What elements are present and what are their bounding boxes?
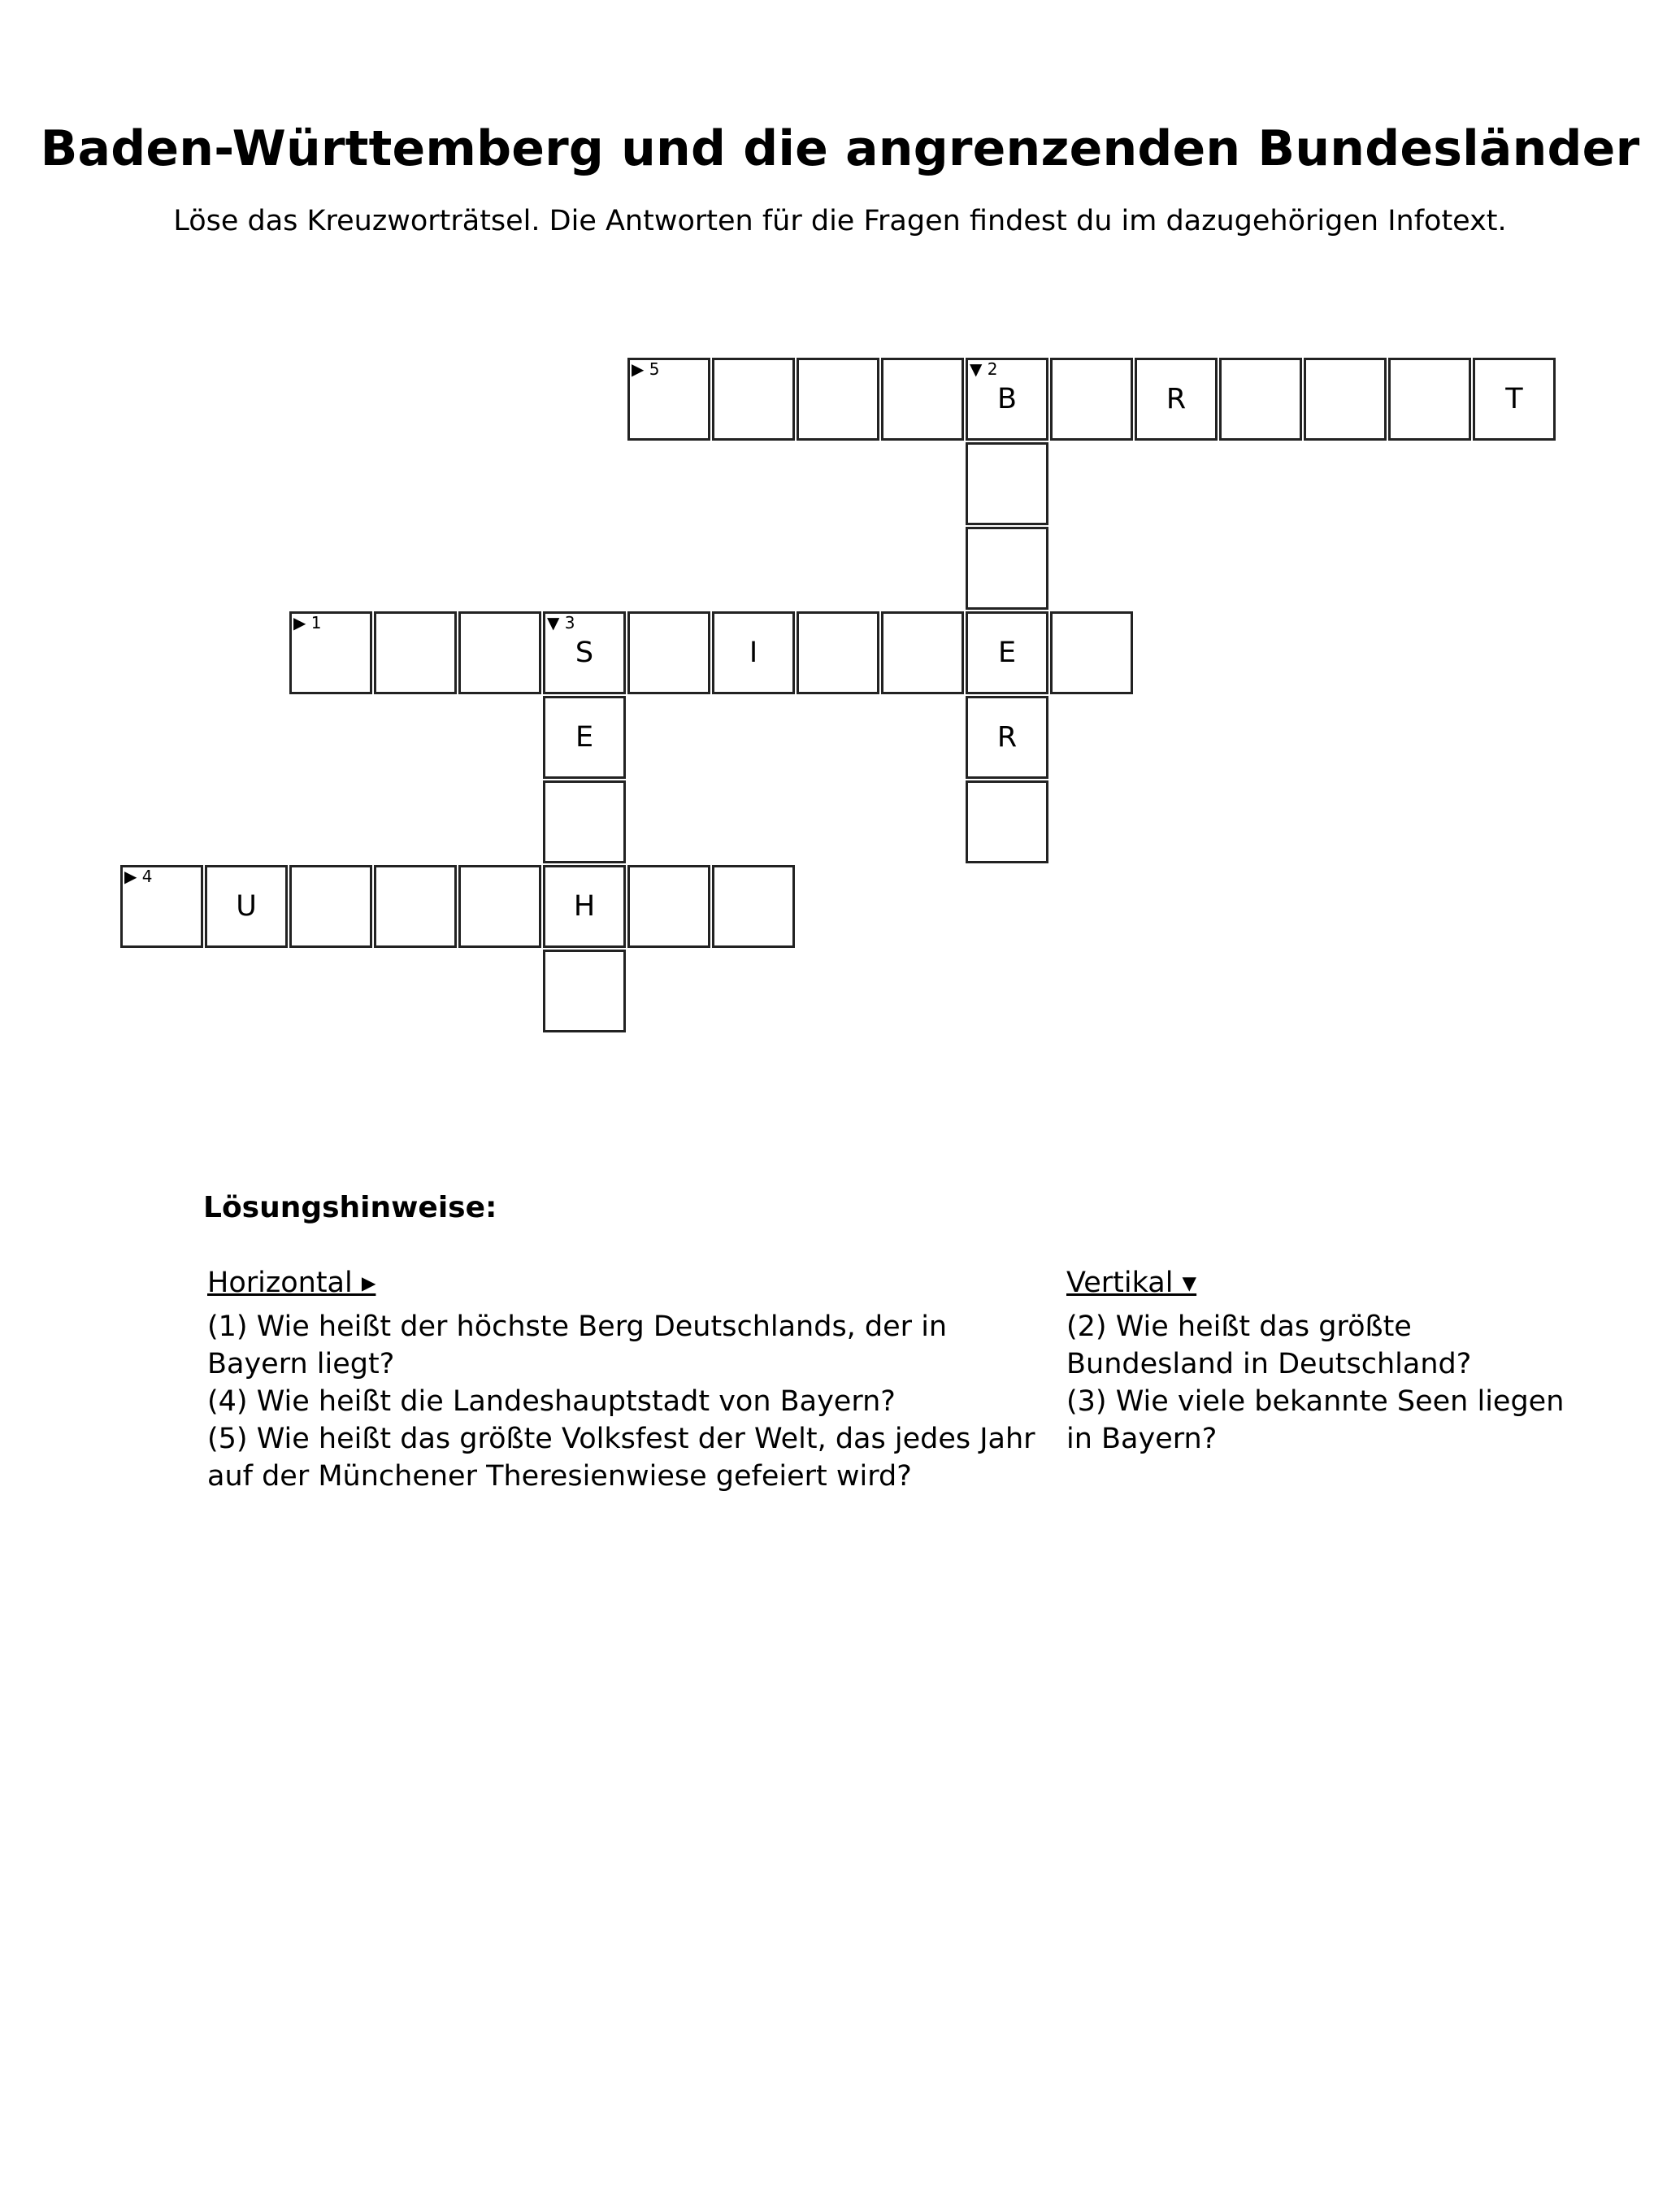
crossword-cell[interactable] <box>797 358 879 441</box>
cell-letter: R <box>996 721 1018 754</box>
cell-letter: B <box>996 383 1017 415</box>
crossword-cell[interactable] <box>1473 358 1556 441</box>
clue-horizontal-5: (5) Wie heißt das größte Volksfest der Welt, das jedes Jahr auf der Münchener Theresienwiese gefeiert wird? <box>207 1423 1035 1493</box>
crossword-cell[interactable] <box>627 865 710 948</box>
crossword-cell[interactable] <box>712 865 795 948</box>
page-title: Baden-Württemberg und die angrenzenden Bundesländer <box>40 120 1640 177</box>
crossword-cell[interactable] <box>1050 611 1133 694</box>
crossword-cell[interactable] <box>712 358 795 441</box>
cell-letter: T <box>1505 383 1523 415</box>
cell-letter <box>1053 614 1131 692</box>
clue-number-marker: ▼ 2 <box>970 359 998 379</box>
crossword-cell[interactable] <box>966 442 1048 525</box>
crossword-cell[interactable] <box>1219 358 1302 441</box>
cell-letter: I <box>749 637 758 669</box>
horizontal-heading: Horizontal ▸ <box>207 1267 376 1299</box>
cell-letter <box>1391 360 1469 438</box>
crossword-cell[interactable] <box>881 358 964 441</box>
instructions: Löse das Kreuzworträtsel. Die Antworten für die Fragen findest du im dazugehörigen Infotext. <box>173 205 1507 237</box>
crossword-cell[interactable] <box>627 611 710 694</box>
crossword-cell[interactable] <box>543 696 626 779</box>
cell-letter: R <box>1166 383 1187 415</box>
cell-letter <box>968 445 1046 523</box>
crossword-cell[interactable] <box>966 696 1048 779</box>
cell-letter <box>968 529 1046 607</box>
crossword-cell[interactable] <box>881 611 964 694</box>
crossword-cell[interactable] <box>289 865 372 948</box>
clue-number-marker: ▶ 1 <box>293 613 322 632</box>
cell-letter <box>799 614 877 692</box>
crossword-cell[interactable] <box>712 611 795 694</box>
crossword-cell[interactable] <box>374 865 457 948</box>
vertical-heading: Vertikal ▾ <box>1066 1267 1197 1299</box>
crossword-cell[interactable] <box>797 611 879 694</box>
cell-letter <box>630 360 708 438</box>
cell-letter: E <box>997 637 1017 669</box>
cell-letter <box>1306 360 1384 438</box>
crossword-cell[interactable] <box>1388 358 1471 441</box>
crossword-grid <box>0 0 1680 1057</box>
crossword-cell[interactable] <box>1135 358 1218 441</box>
clue-vertical-3: (3) Wie viele bekannte Seen liegen in Bayern? <box>1066 1385 1565 1455</box>
cell-letter: H <box>573 890 596 923</box>
crossword-cell[interactable] <box>543 780 626 863</box>
crossword-cell[interactable] <box>627 358 710 441</box>
crossword-cell[interactable] <box>289 611 372 694</box>
crossword-cell[interactable] <box>374 611 457 694</box>
crossword-cell[interactable] <box>120 865 203 948</box>
crossword-cell[interactable] <box>966 358 1048 441</box>
clue-number-marker: ▼ 3 <box>547 613 575 632</box>
cell-letter: U <box>236 890 257 923</box>
hints-heading: Lösungshinweise: <box>203 1191 497 1224</box>
cell-letter <box>461 867 539 945</box>
crossword-cell[interactable] <box>458 865 541 948</box>
cell-letter <box>714 867 792 945</box>
crossword-cell[interactable] <box>966 611 1048 694</box>
cell-letter <box>1053 360 1131 438</box>
cell-letter <box>545 783 623 861</box>
cell-letter <box>1222 360 1300 438</box>
clue-horizontal-1: (1) Wie heißt der höchste Berg Deutschlands, der in Bayern liegt? <box>207 1310 948 1380</box>
crossword-cell[interactable] <box>1050 358 1133 441</box>
cell-letter <box>630 614 708 692</box>
vertical-clues <box>1066 1264 1587 1458</box>
horizontal-clues <box>207 1264 1053 1495</box>
crossword-cell[interactable] <box>966 527 1048 610</box>
crossword-cell[interactable] <box>205 865 288 948</box>
cell-letter <box>968 783 1046 861</box>
cell-letter: E <box>575 721 594 754</box>
cell-letter <box>714 360 792 438</box>
clue-number-marker: ▶ 4 <box>124 867 153 886</box>
cell-letter: S <box>575 637 594 669</box>
cell-letter <box>799 360 877 438</box>
cell-letter <box>545 952 623 1030</box>
cell-letter <box>123 867 201 945</box>
cell-letter <box>461 614 539 692</box>
crossword-cell[interactable] <box>966 780 1048 863</box>
clue-number-marker: ▶ 5 <box>632 359 660 379</box>
cell-letter <box>376 614 454 692</box>
cell-letter <box>376 867 454 945</box>
crossword-cell[interactable] <box>543 611 626 694</box>
crossword-cell[interactable] <box>543 865 626 948</box>
cell-letter <box>630 867 708 945</box>
crossword-cell[interactable] <box>543 950 626 1032</box>
crossword-cell[interactable] <box>1304 358 1387 441</box>
cell-letter <box>292 614 370 692</box>
clue-vertical-2: (2) Wie heißt das größte Bundesland in Deutschland? <box>1066 1310 1472 1380</box>
cell-letter <box>883 614 962 692</box>
clue-horizontal-4: (4) Wie heißt die Landeshauptstadt von Bayern? <box>207 1385 896 1418</box>
crossword-cell[interactable] <box>458 611 541 694</box>
cell-letter <box>883 360 962 438</box>
cell-letter <box>292 867 370 945</box>
